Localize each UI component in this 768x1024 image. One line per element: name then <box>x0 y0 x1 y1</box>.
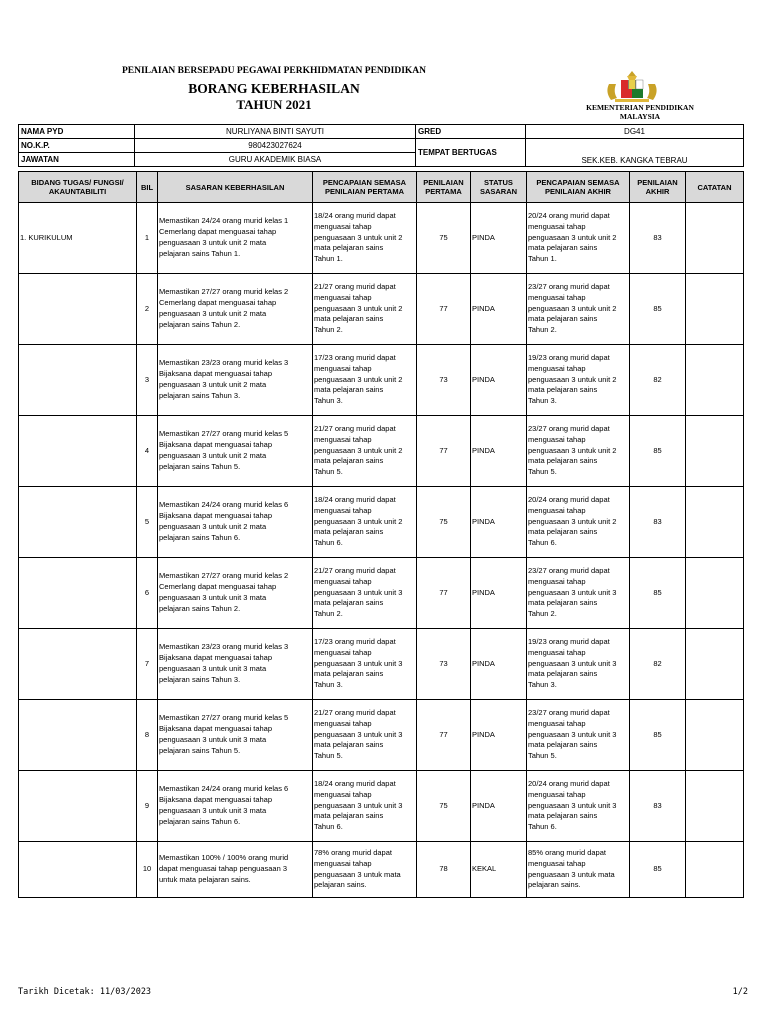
cell-bil: 3 <box>137 345 158 416</box>
cell-bidang <box>19 558 137 629</box>
cell-bidang <box>19 629 137 700</box>
cell-sasaran: Memastikan 23/23 orang murid kelas 3 Bijaksana dapat menguasai tahap penguasaan 3 untuk unit 3 mata pelajaran sains Tahun 3. <box>158 629 313 700</box>
cell-status: PINDA <box>471 487 527 558</box>
cell-bidang <box>19 416 137 487</box>
ministry-name <box>560 103 720 121</box>
cell-pencapaian-pertama: 18/24 orang murid dapat menguasai tahap penguasaan 3 untuk unit 2 mata pelajaran sains Tahun 1. <box>313 203 417 274</box>
cell-penilaian-akhir: 85 <box>630 842 686 898</box>
cell-penilaian-pertama: 78 <box>417 842 471 898</box>
form-year: TAHUN 2021 <box>236 97 312 112</box>
cell-catatan <box>686 700 744 771</box>
cell-sasaran: Memastikan 24/24 orang murid kelas 1 Cemerlang dapat menguasai tahap penguasaan 3 untuk unit 2 mata pelajaran sains Tahun 1. <box>158 203 313 274</box>
cell-status: PINDA <box>471 629 527 700</box>
cell-catatan <box>686 416 744 487</box>
table-row <box>19 345 744 416</box>
cell-sasaran: Memastikan 23/23 orang murid kelas 3 Bijaksana dapat menguasai tahap penguasaan 3 untuk unit 2 mata pelajaran sains Tahun 3. <box>158 345 313 416</box>
cell-catatan <box>686 274 744 345</box>
cell-status: KEKAL <box>471 842 527 898</box>
cell-bil: 7 <box>137 629 158 700</box>
cell-status: PINDA <box>471 345 527 416</box>
cell-sasaran: Memastikan 27/27 orang murid kelas 2 Cemerlang dapat menguasai tahap penguasaan 3 untuk unit 3 mata pelajaran sains Tahun 2. <box>158 558 313 629</box>
cell-status: PINDA <box>471 771 527 842</box>
cell-catatan <box>686 629 744 700</box>
cell-pencapaian-akhir: 23/27 orang murid dapat menguasai tahap penguasaan 3 untuk unit 2 mata pelajaran sains Tahun 2. <box>527 274 630 345</box>
cell-pencapaian-akhir: 23/27 orang murid dapat menguasai tahap penguasaan 3 untuk unit 3 mata pelajaran sains Tahun 2. <box>527 558 630 629</box>
ministry-line-1: KEMENTERIAN PENDIDIKAN <box>586 103 694 112</box>
cell-penilaian-akhir: 85 <box>630 558 686 629</box>
cell-bil: 4 <box>137 416 158 487</box>
header-sasaran: SASARAN KEBERHASILAN <box>158 172 313 203</box>
table-row <box>19 842 744 898</box>
cell-penilaian-akhir: 85 <box>630 416 686 487</box>
cell-pencapaian-pertama: 17/23 orang murid dapat menguasai tahap penguasaan 3 untuk unit 3 mata pelajaran sains Tahun 3. <box>313 629 417 700</box>
cell-penilaian-pertama: 77 <box>417 416 471 487</box>
table-row <box>19 771 744 842</box>
cell-status: PINDA <box>471 558 527 629</box>
cell-pencapaian-pertama: 21/27 orang murid dapat menguasai tahap penguasaan 3 untuk unit 3 mata pelajaran sains Tahun 2. <box>313 558 417 629</box>
cell-penilaian-pertama: 77 <box>417 700 471 771</box>
cell-status: PINDA <box>471 700 527 771</box>
header-penilaian-akhir: PENILAIAN AKHIR <box>630 172 686 203</box>
cell-bidang <box>19 345 137 416</box>
cell-penilaian-akhir: 83 <box>630 487 686 558</box>
cell-sasaran: Memastikan 24/24 orang murid kelas 6 Bijaksana dapat menguasai tahap penguasaan 3 untuk unit 3 mata pelajaran sains Tahun 6. <box>158 771 313 842</box>
cell-pencapaian-akhir: 20/24 orang murid dapat menguasai tahap penguasaan 3 untuk unit 3 mata pelajaran sains Tahun 6. <box>527 771 630 842</box>
header-line-1: PENILAIAN BERSEPADU PEGAWAI PERKHIDMATAN PENDIDIKAN <box>121 66 427 76</box>
cell-bidang <box>19 487 137 558</box>
cell-pencapaian-akhir: 20/24 orang murid dapat menguasai tahap penguasaan 3 untuk unit 2 mata pelajaran sains Tahun 6. <box>527 487 630 558</box>
cell-pencapaian-akhir: 19/23 orang murid dapat menguasai tahap penguasaan 3 untuk unit 2 mata pelajaran sains Tahun 3. <box>527 345 630 416</box>
page-number: 1/2 <box>732 987 748 997</box>
cell-sasaran: Memastikan 27/27 orang murid kelas 2 Cemerlang dapat menguasai tahap penguasaan 3 untuk unit 2 mata pelajaran sains Tahun 2. <box>158 274 313 345</box>
cell-pencapaian-akhir: 85% orang murid dapat menguasai tahap penguasaan 3 untuk mata pelajaran sains. <box>527 842 630 898</box>
cell-penilaian-akhir: 85 <box>630 274 686 345</box>
cell-penilaian-pertama: 77 <box>417 558 471 629</box>
cell-bil: 8 <box>137 700 158 771</box>
header-pencapaian-pertama: PENCAPAIAN SEMASA PENILAIAN PERTAMA <box>313 172 417 203</box>
cell-catatan <box>686 345 744 416</box>
cell-bidang <box>19 842 137 898</box>
nama-label: NAMA PYD <box>19 125 135 139</box>
header-penilaian-pertama: PENILAIAN PERTAMA <box>417 172 471 203</box>
cell-bil: 6 <box>137 558 158 629</box>
cell-penilaian-pertama: 73 <box>417 629 471 700</box>
cell-pencapaian-akhir: 19/23 orang murid dapat menguasai tahap penguasaan 3 untuk unit 3 mata pelajaran sains Tahun 3. <box>527 629 630 700</box>
cell-penilaian-pertama: 75 <box>417 487 471 558</box>
cell-penilaian-akhir: 83 <box>630 771 686 842</box>
table-header-row <box>19 172 744 203</box>
nama-value: NURLIYANA BINTI SAYUTI <box>135 125 416 139</box>
cell-catatan <box>686 771 744 842</box>
cell-penilaian-pertama: 75 <box>417 771 471 842</box>
table-row <box>19 203 744 274</box>
cell-penilaian-pertama: 77 <box>417 274 471 345</box>
table-row <box>19 274 744 345</box>
cell-pencapaian-akhir: 20/24 orang murid dapat menguasai tahap penguasaan 3 untuk unit 2 mata pelajaran sains Tahun 1. <box>527 203 630 274</box>
cell-catatan <box>686 558 744 629</box>
cell-pencapaian-pertama: 78% orang murid dapat menguasai tahap penguasaan 3 untuk mata pelajaran sains. <box>313 842 417 898</box>
cell-bil: 9 <box>137 771 158 842</box>
cell-pencapaian-pertama: 17/23 orang murid dapat menguasai tahap penguasaan 3 untuk unit 2 mata pelajaran sains Tahun 3. <box>313 345 417 416</box>
nokp-value: 980423027624 <box>135 139 416 153</box>
cell-sasaran: Memastikan 27/27 orang murid kelas 5 Bijaksana dapat menguasai tahap penguasaan 3 untuk unit 2 mata pelajaran sains Tahun 5. <box>158 416 313 487</box>
jawatan-value: GURU AKADEMIK BIASA <box>135 153 416 167</box>
nokp-label: NO.K.P. <box>19 139 135 153</box>
cell-bil: 1 <box>137 203 158 274</box>
tempat-label: TEMPAT BERTUGAS <box>416 139 526 167</box>
table-row <box>19 416 744 487</box>
cell-penilaian-akhir: 82 <box>630 345 686 416</box>
form-title: BORANG KEBERHASILAN <box>188 81 360 96</box>
officer-info-table <box>18 124 744 167</box>
cell-sasaran: Memastikan 24/24 orang murid kelas 6 Bijaksana dapat menguasai tahap penguasaan 3 untuk unit 2 mata pelajaran sains Tahun 6. <box>158 487 313 558</box>
table-row <box>19 629 744 700</box>
cell-pencapaian-pertama: 18/24 orang murid dapat menguasai tahap penguasaan 3 untuk unit 3 mata pelajaran sains Tahun 6. <box>313 771 417 842</box>
cell-pencapaian-akhir: 23/27 orang murid dapat menguasai tahap penguasaan 3 untuk unit 3 mata pelajaran sains Tahun 5. <box>527 700 630 771</box>
cell-pencapaian-pertama: 21/27 orang murid dapat menguasai tahap penguasaan 3 untuk unit 2 mata pelajaran sains Tahun 2. <box>313 274 417 345</box>
cell-penilaian-akhir: 82 <box>630 629 686 700</box>
jawatan-label: JAWATAN <box>19 153 135 167</box>
cell-sasaran: Memastikan 100% / 100% orang murid dapat menguasai tahap penguasaan 3 untuk mata pelajaran sains. <box>158 842 313 898</box>
cell-status: PINDA <box>471 416 527 487</box>
table-row <box>19 700 744 771</box>
cell-status: PINDA <box>471 203 527 274</box>
header-pencapaian-akhir: PENCAPAIAN SEMASA PENILAIAN AKHIR <box>527 172 630 203</box>
cell-pencapaian-akhir: 23/27 orang murid dapat menguasai tahap penguasaan 3 untuk unit 2 mata pelajaran sains Tahun 5. <box>527 416 630 487</box>
cell-pencapaian-pertama: 21/27 orang murid dapat menguasai tahap penguasaan 3 untuk unit 2 mata pelajaran sains Tahun 5. <box>313 416 417 487</box>
cell-penilaian-pertama: 73 <box>417 345 471 416</box>
printed-date: Tarikh Dicetak: 11/03/2023 <box>18 987 152 997</box>
gred-label: GRED <box>416 125 526 139</box>
tempat-value: SEK.KEB. KANGKA TEBRAU <box>526 139 744 167</box>
cell-penilaian-pertama: 75 <box>417 203 471 274</box>
cell-bidang <box>19 771 137 842</box>
cell-status: PINDA <box>471 274 527 345</box>
table-row <box>19 487 744 558</box>
header-status: STATUS SASARAN <box>471 172 527 203</box>
cell-penilaian-akhir: 85 <box>630 700 686 771</box>
cell-pencapaian-pertama: 21/27 orang murid dapat menguasai tahap penguasaan 3 untuk unit 3 mata pelajaran sains Tahun 5. <box>313 700 417 771</box>
cell-bidang <box>19 274 137 345</box>
cell-bil: 10 <box>137 842 158 898</box>
cell-bil: 5 <box>137 487 158 558</box>
header-catatan: CATATAN <box>686 172 744 203</box>
header-bidang: BIDANG TUGAS/ FUNGSI/ AKAUNTABILITI <box>19 172 137 203</box>
cell-penilaian-akhir: 83 <box>630 203 686 274</box>
cell-catatan <box>686 842 744 898</box>
cell-bidang: 1. KURIKULUM <box>19 203 137 274</box>
header-bil: BIL <box>137 172 158 203</box>
cell-bil: 2 <box>137 274 158 345</box>
keberhasilan-table <box>18 171 744 898</box>
cell-sasaran: Memastikan 27/27 orang murid kelas 5 Bijaksana dapat menguasai tahap penguasaan 3 untuk unit 3 mata pelajaran sains Tahun 5. <box>158 700 313 771</box>
ministry-line-2: MALAYSIA <box>619 112 661 121</box>
coat-of-arms-logo <box>601 70 663 104</box>
cell-catatan <box>686 203 744 274</box>
gred-value: DG41 <box>526 125 744 139</box>
cell-pencapaian-pertama: 18/24 orang murid dapat menguasai tahap penguasaan 3 untuk unit 2 mata pelajaran sains Tahun 6. <box>313 487 417 558</box>
table-row <box>19 558 744 629</box>
cell-catatan <box>686 487 744 558</box>
cell-bidang <box>19 700 137 771</box>
